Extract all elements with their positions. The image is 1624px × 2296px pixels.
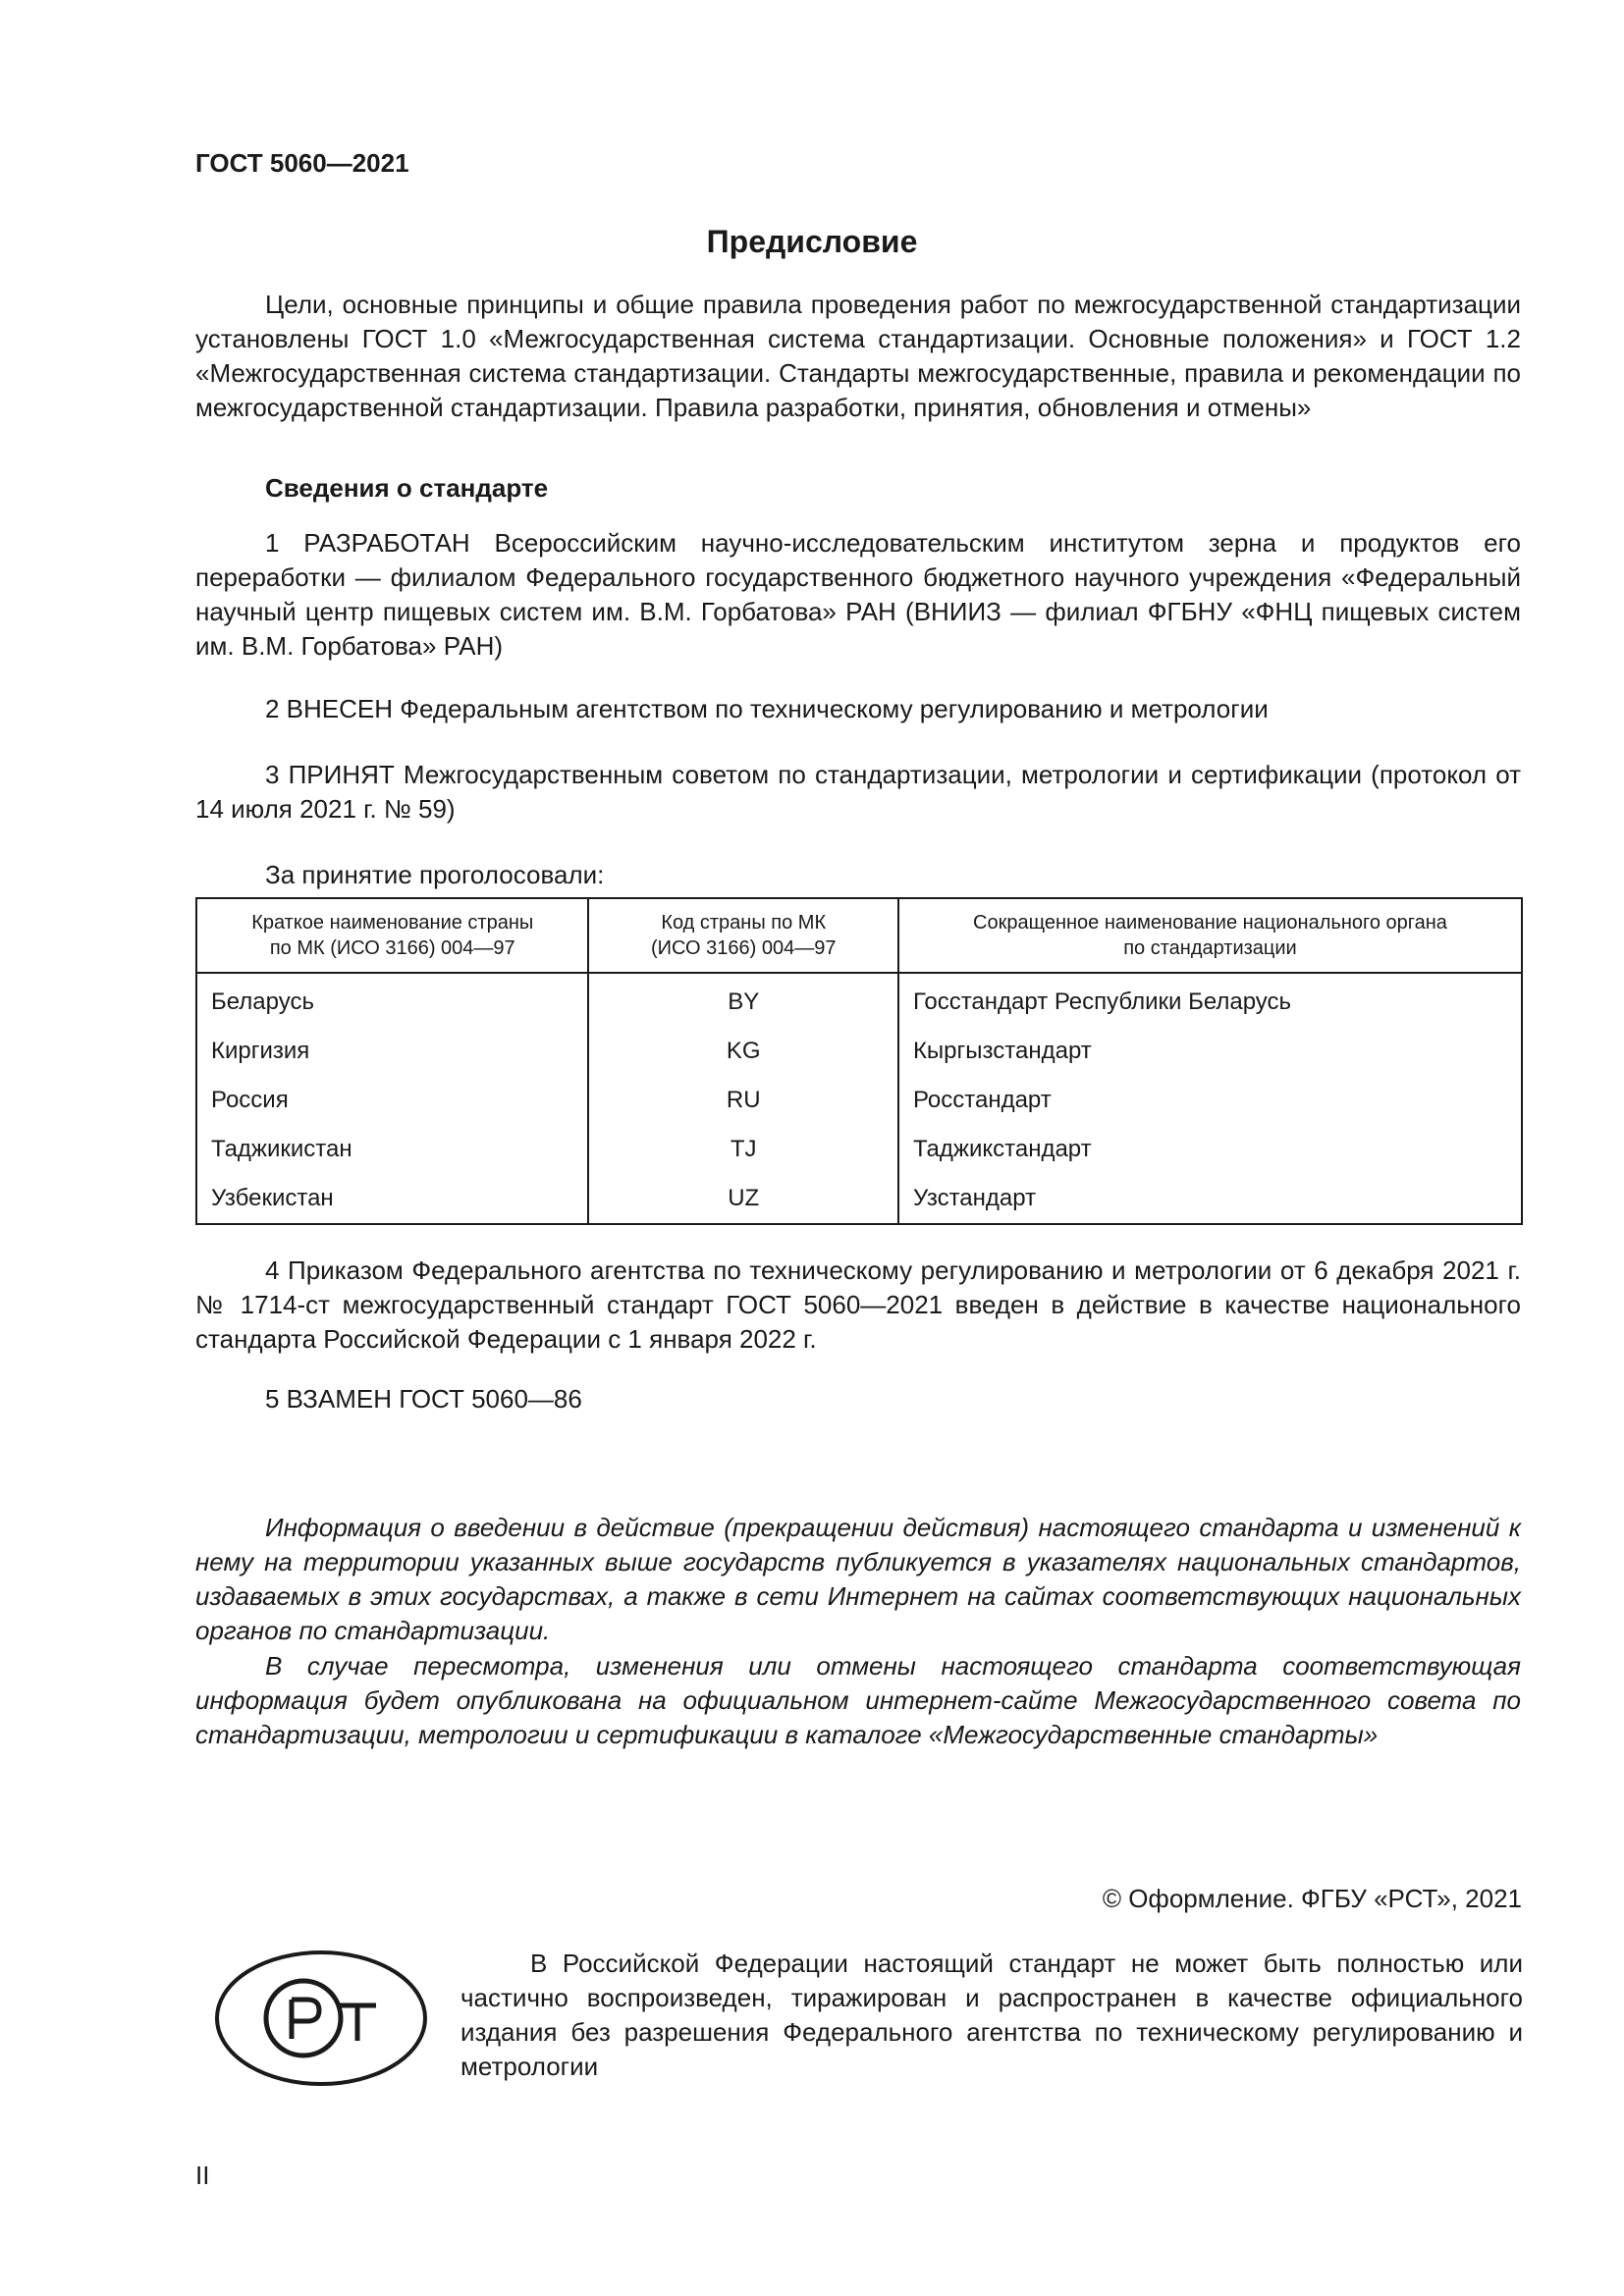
cell-country: Беларусь	[196, 973, 588, 1027]
table-row	[196, 1125, 1522, 1174]
item-5-paragraph: 5 ВЗАМЕН ГОСТ 5060—86	[265, 1384, 582, 1414]
legal-notice: В Российской Федерации настоящий стандарт не может быть полностью или частично воспроизведен, тиражирован и распространен в качестве официального издания без разрешения Федерального агентства по техническому регулированию и метрологии	[460, 1949, 1523, 2081]
cell-country: Узбекистан	[196, 1174, 588, 1224]
table-row	[196, 1076, 1522, 1125]
page-number: II	[195, 2161, 210, 2190]
item-3-paragraph: 3 ПРИНЯТ Межгосударственным советом по стандартизации, метрологии и сертификации (протокол от 14 июля 2021 г. № 59)	[195, 760, 1521, 824]
cell-code: RU	[588, 1076, 897, 1125]
cell-body: Узстандарт	[898, 1174, 1522, 1224]
cell-country: Таджикистан	[196, 1125, 588, 1174]
cell-code: TJ	[588, 1125, 897, 1174]
copyright-notice: © Оформление. ФГБУ «РСТ», 2021	[1102, 1884, 1522, 1913]
item-1-paragraph: 1 РАЗРАБОТАН Всероссийским научно-исследовательским институтом зерна и продуктов его переработки — филиалом Федерального государственного бюджетного научного учреждения «Федеральный научный центр пищевых систем им. В.М. Горбатова» РАН (ВНИИЗ — филиал ФГБНУ «ФНЦ пищевых систем им. В.М. Горбатова» РАН)	[195, 528, 1521, 661]
cell-body: Госстандарт Республики Беларусь	[898, 973, 1522, 1027]
table-header-row	[196, 898, 1522, 973]
header-country-code: Код страны по МК (ИСО 3166) 004—97	[588, 898, 897, 973]
intro-paragraph: Цели, основные принципы и общие правила проведения работ по межгосударственной стандартизации установлены ГОСТ 1.0 «Межгосударственная система стандартизации. Основные положения» и ГОСТ 1.2 «Межгосударственная система стандартизации. Стандарты межгосударственные, правила и рекомендации по межгосударственной стандартизации. Правила разработки, принятия, обновления и отмены»	[195, 290, 1521, 422]
header-country-name: Краткое наименование страны по МК (ИСО 3166) 004—97	[196, 898, 588, 973]
table-row	[196, 1174, 1522, 1224]
table-row	[196, 973, 1522, 1027]
cell-body: Росстандарт	[898, 1076, 1522, 1125]
rst-logo-icon	[213, 1949, 429, 2088]
cell-body: Таджикстандарт	[898, 1125, 1522, 1174]
section-heading: Сведения о стандарте	[265, 473, 549, 503]
voting-table	[195, 897, 1523, 1225]
item-2-paragraph: 2 ВНЕСЕН Федеральным агентством по техническому регулированию и метрологии	[265, 694, 1269, 723]
cell-body: Кыргызстандарт	[898, 1027, 1522, 1076]
cell-code: BY	[588, 973, 897, 1027]
item-4-paragraph: 4 Приказом Федерального агентства по техническому регулированию и метрологии от 6 декабря 2021 г. № 1714-ст межгосударственный стандарт ГОСТ 5060—2021 введен в действие в качестве национального стандарта Российской Федерации с 1 января 2022 г.	[195, 1255, 1521, 1354]
cell-country: Россия	[196, 1076, 588, 1125]
info-paragraph-2: В случае пересмотра, изменения или отмены настоящего стандарта соответствующая информация будет опубликована на официальном интернет-сайте Межгосударственного совета по стандартизации, метрологии и сертификации в каталоге «Межгосударственные стандарты»	[195, 1651, 1521, 1749]
cell-country: Киргизия	[196, 1027, 588, 1076]
vote-intro: За принятие проголосовали:	[265, 860, 605, 889]
page-title: Предисловие	[706, 224, 918, 259]
document-header: ГОСТ 5060—2021	[195, 148, 409, 178]
cell-code: UZ	[588, 1174, 897, 1224]
table-row	[196, 1027, 1522, 1076]
info-paragraph-1: Информация о введении в действие (прекращении действия) настоящего стандарта и изменений к нему на территории указанных выше государств публикуется в указателях национальных стандартов, издаваемых в этих государствах, а также в сети Интернет на сайтах соответствующих национальных органов по стандартизации.	[195, 1513, 1521, 1645]
header-national-body: Сокращенное наименование национального органа по стандартизации	[898, 898, 1522, 973]
cell-code: KG	[588, 1027, 897, 1076]
